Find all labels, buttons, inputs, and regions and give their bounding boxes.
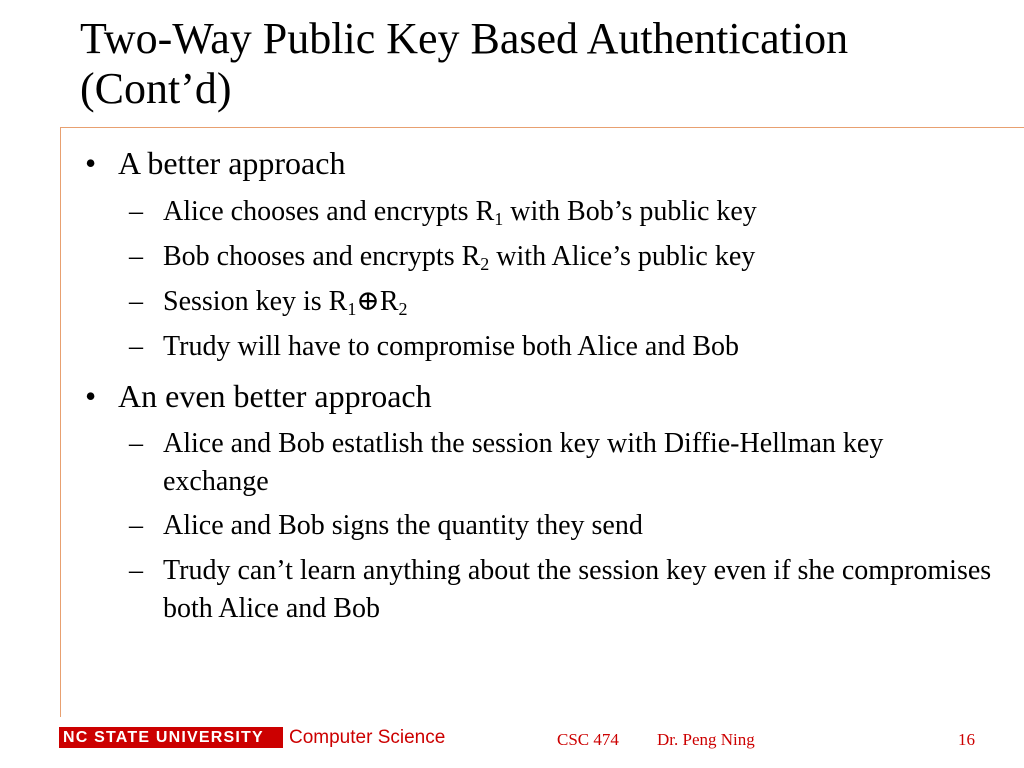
subscript: 2 bbox=[398, 299, 408, 319]
sub-item-text: Trudy will have to compromise both Alice and Bob bbox=[163, 331, 740, 362]
subscript: 1 bbox=[494, 209, 504, 229]
sub-item bbox=[129, 552, 993, 628]
sub-item bbox=[129, 328, 993, 366]
dash-marker: – bbox=[129, 286, 143, 317]
sub-item-text: Alice and Bob estatlish the session key with Diffie-Hellman key exchange bbox=[163, 428, 884, 497]
dash-marker: – bbox=[129, 331, 143, 362]
bullet-item bbox=[85, 378, 432, 414]
bullet-marker: • bbox=[85, 145, 97, 181]
sub-item bbox=[129, 283, 993, 321]
dash-marker: – bbox=[129, 428, 143, 459]
sub-item bbox=[129, 507, 993, 545]
sub-item bbox=[129, 425, 993, 501]
bullet-text: An even better approach bbox=[118, 378, 432, 414]
bullet-text: A better approach bbox=[118, 145, 346, 181]
sub-item bbox=[129, 238, 993, 276]
subscript: 2 bbox=[480, 254, 490, 274]
sub-item-text-cont: with Alice’s public key bbox=[489, 241, 756, 272]
sub-item bbox=[129, 193, 993, 231]
subscript: 1 bbox=[347, 299, 357, 319]
dash-marker: – bbox=[129, 555, 143, 586]
sub-item-text: Session key is R bbox=[163, 286, 348, 317]
page-number: 16 bbox=[958, 730, 975, 749]
university-logo: NC STATE UNIVERSITY bbox=[59, 727, 283, 748]
sub-item-text: Alice chooses and encrypts R bbox=[163, 196, 495, 227]
sub-item-text: Trudy can’t learn anything about the session key even if she compromises both Alice and Bob bbox=[163, 555, 992, 624]
instructor-label: Dr. Peng Ning bbox=[657, 730, 755, 749]
sub-item-text: Bob chooses and encrypts R bbox=[163, 241, 481, 272]
bullet-marker: • bbox=[85, 378, 97, 414]
sub-item-text-cont: with Bob’s public key bbox=[503, 196, 757, 227]
course-label: CSC 474 bbox=[557, 730, 619, 749]
department-label: Computer Science bbox=[289, 727, 446, 748]
slide-title: Two-Way Public Key Based Authentication (Cont’d) bbox=[80, 14, 849, 113]
dash-marker: – bbox=[129, 510, 143, 541]
bullet-item bbox=[85, 145, 346, 181]
dash-marker: – bbox=[129, 196, 143, 227]
sub-item-text: Alice and Bob signs the quantity they send bbox=[163, 510, 643, 541]
dash-marker: – bbox=[129, 241, 143, 272]
xor-operator: ⊕R bbox=[356, 286, 399, 317]
